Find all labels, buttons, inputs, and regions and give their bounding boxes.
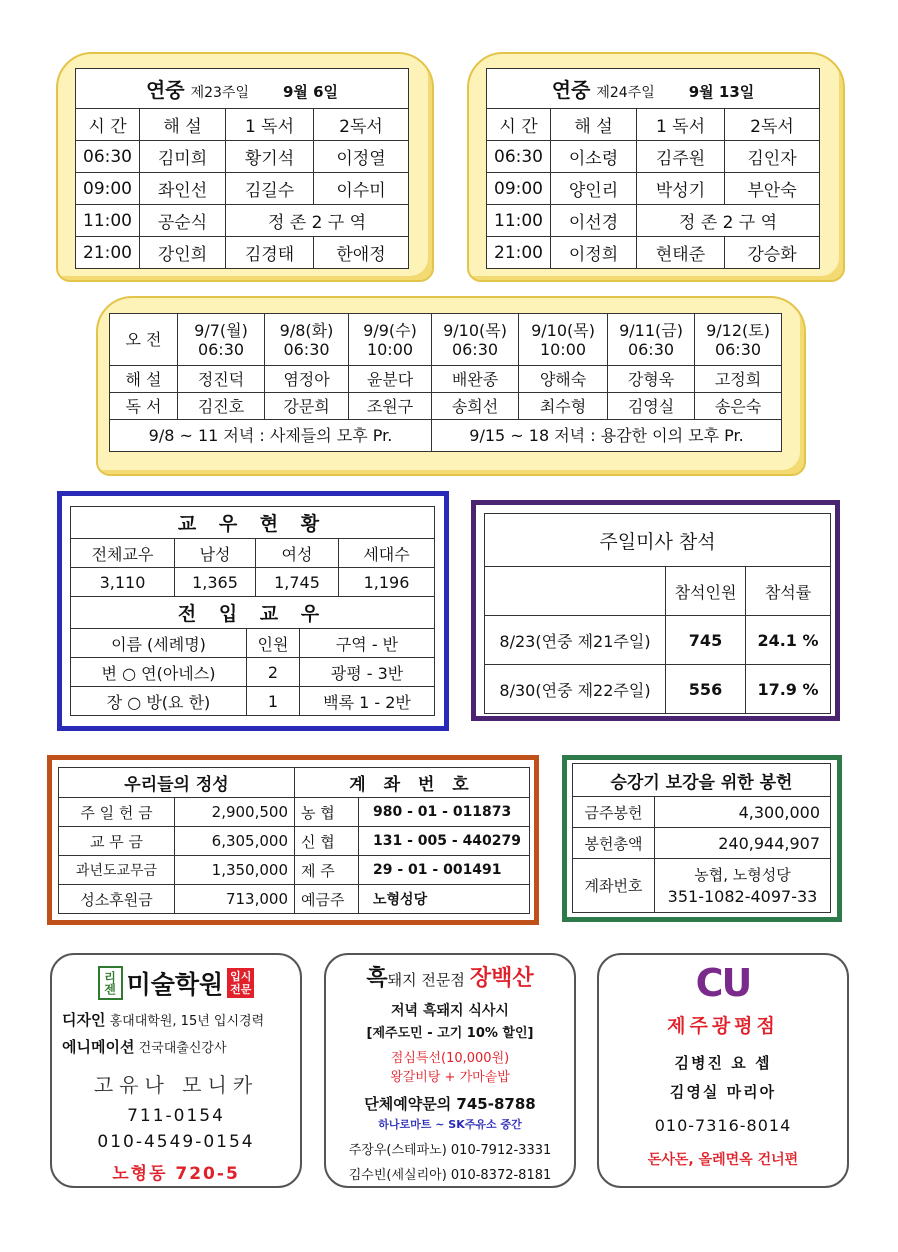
academy-tag: 입시 전문	[227, 968, 254, 998]
col-reading1: 1 독서	[637, 109, 725, 141]
schedule-week24-table	[486, 68, 820, 269]
table-row: 성소후원금 713,000 예금주 노형성당	[59, 885, 530, 914]
table-row: 8/23(연중 제21주일) 745 24.1 %	[485, 616, 831, 665]
store-owner-2: 김영실 마리아	[669, 1083, 777, 1101]
table-row: 과년도교무금 1,350,000 제 주 29 - 01 - 001491	[59, 856, 530, 885]
store-owner-1: 김병진 요 셉	[674, 1054, 772, 1072]
table-row: 주 일 헌 금 2,900,500 농 협 980 - 01 - 011873	[59, 798, 530, 827]
table-row: 21:00 강인희 김경태 한애정	[76, 237, 409, 269]
members-table: 교 우 현 황 전체교우 남성 여성 세대수 3,110 1,365 1,745 1,196	[70, 506, 435, 597]
mass-title: 주일미사 참석	[485, 514, 831, 567]
members-title: 교 우 현 황	[71, 507, 435, 539]
academy-name: 미술학원	[126, 970, 224, 999]
col-time: 시 간	[487, 109, 551, 141]
col-reading2: 2독서	[314, 109, 409, 141]
weekday-schedule-table: 오 전 9/7(월) 06:30 9/8(화) 06:30 9/9(수) 10:00 9/10(목) 06:30 9/10(목) 10:00 9/11(금) 06:30 9/12(토) 06:30 해 설 정진덕 염정아 윤분다 배완종 양해숙 강형욱 고정희 독 서 김진호 강문희 조원구 송희선 최수형 김영실 송은숙 9/8 ~ 11 저녁 : 사제들의 모후 Pr. 9/15 ~ 18 저녁 : 용감한 이의 모후 Pr.	[109, 313, 782, 452]
table-row: 계좌번호 농협, 노형성당 351-1082-4097-33	[573, 859, 831, 913]
table-row: 봉헌총액 240,944,907	[573, 828, 831, 859]
schedule-week23-table	[75, 68, 409, 269]
table-row: 21:00 이정희 현태준 강승화	[487, 237, 820, 269]
regen-logo-icon: 리젠	[98, 966, 123, 1000]
elevator-title: 승강기 보강을 위한 봉헌	[573, 764, 831, 797]
col-comment: 해 설	[140, 109, 226, 141]
restaurant-reservation: 단체예약문의 745-8788	[364, 1095, 536, 1113]
table-row: 06:30 김미희 황기석 이정열	[76, 141, 409, 173]
store-location: 돈사돈, 올레면옥 건너편	[647, 1152, 799, 1168]
offering-header: 우리들의 정성	[59, 768, 295, 798]
ad-art-academy: 리젠 미술학원 입시 전문 디자인 홍대대학원, 15년 입시경력 에니메이션 건국대출신강사 고유나 모니카 711-0154 010-4549-0154 노형동 720-5	[50, 953, 302, 1188]
academy-logo	[52, 965, 300, 1001]
table-row: 교 무 금 6,305,000 신 협 131 - 005 - 440279	[59, 827, 530, 856]
table-row: 3,110 1,365 1,745 1,196	[71, 568, 435, 597]
col-reading1: 1 독서	[226, 109, 314, 141]
label-morning: 오 전	[110, 314, 178, 366]
offering-table	[58, 767, 530, 914]
new-members-table: 전 입 교 우 이름 (세례명) 인원 구역 - 반 변 ○ 연(아네스) 2 광평 - 3반 장 ○ 방(요 한) 1 백록 1 - 2반	[70, 596, 435, 716]
restaurant-name: 흑돼지 전문점 장백산	[366, 966, 534, 991]
schedule-week23-title: 연중 제23주일 9월 6일	[76, 69, 409, 109]
store-name: 제주광평점	[667, 1015, 779, 1037]
table-row: 독 서 김진호 강문희 조원구 송희선 최수형 김영실 송은숙	[110, 393, 782, 420]
col-comment: 해 설	[551, 109, 637, 141]
table-row: 11:00 공순식 정 존 2 구 역	[76, 205, 409, 237]
academy-address: 노형동 720-5	[112, 1164, 240, 1184]
ad-restaurant: 흑돼지 전문점 장백산 저녁 흑돼지 식사시 [제주도민 - 고기 10% 할인] 점심특선(10,000원) 왕갈비탕 + 가마솥밥 단체예약문의 745-8788 하나로마트 ~ SK주유소 중간 주장우(스테파노) 010-7912-3331 김수빈(세실리아) 010-8372-8181	[324, 953, 576, 1188]
account-header: 계 좌 번 호	[295, 768, 530, 798]
table-row: 8/30(연중 제22주일) 556 17.9 %	[485, 665, 831, 714]
ad-cu-store	[597, 953, 849, 1188]
schedule-week24-title: 연중 제24주일 9월 13일	[487, 69, 820, 109]
table-row: 09:00 좌인선 김길수 이수미	[76, 173, 409, 205]
academy-phone: 711-0154	[127, 1106, 225, 1126]
table-row: 11:00 이선경 정 존 2 구 역	[487, 205, 820, 237]
table-row: 금주봉헌 4,300,000	[573, 797, 831, 828]
evening-note-1: 9/8 ~ 11 저녁 : 사제들의 모후 Pr.	[110, 420, 432, 452]
col-reading2: 2독서	[725, 109, 820, 141]
elevator-offering-table	[572, 763, 831, 913]
store-phone: 010-7316-8014	[654, 1116, 792, 1135]
academy-owner: 고유나 모니카	[93, 1073, 259, 1097]
new-members-title: 전 입 교 우	[71, 597, 435, 629]
cu-logo-icon: CU	[695, 961, 751, 1005]
table-row: 변 ○ 연(아네스) 2 광평 - 3반	[71, 658, 435, 687]
table-row: 해 설 정진덕 염정아 윤분다 배완종 양해숙 강형욱 고정희	[110, 366, 782, 393]
table-row: 장 ○ 방(요 한) 1 백록 1 - 2반	[71, 687, 435, 716]
evening-note-2: 9/15 ~ 18 저녁 : 용감한 이의 모후 Pr.	[432, 420, 782, 452]
table-row: 06:30 이소령 김주원 김인자	[487, 141, 820, 173]
table-row: 09:00 양인리 박성기 부안숙	[487, 173, 820, 205]
col-time: 시 간	[76, 109, 140, 141]
academy-mobile: 010-4549-0154	[97, 1132, 255, 1152]
mass-attendance-table: 주일미사 참석 참석인원 참석률 8/23(연중 제21주일) 745 24.1 % 8/30(연중 제22주일) 556 17.9 %	[484, 513, 831, 714]
